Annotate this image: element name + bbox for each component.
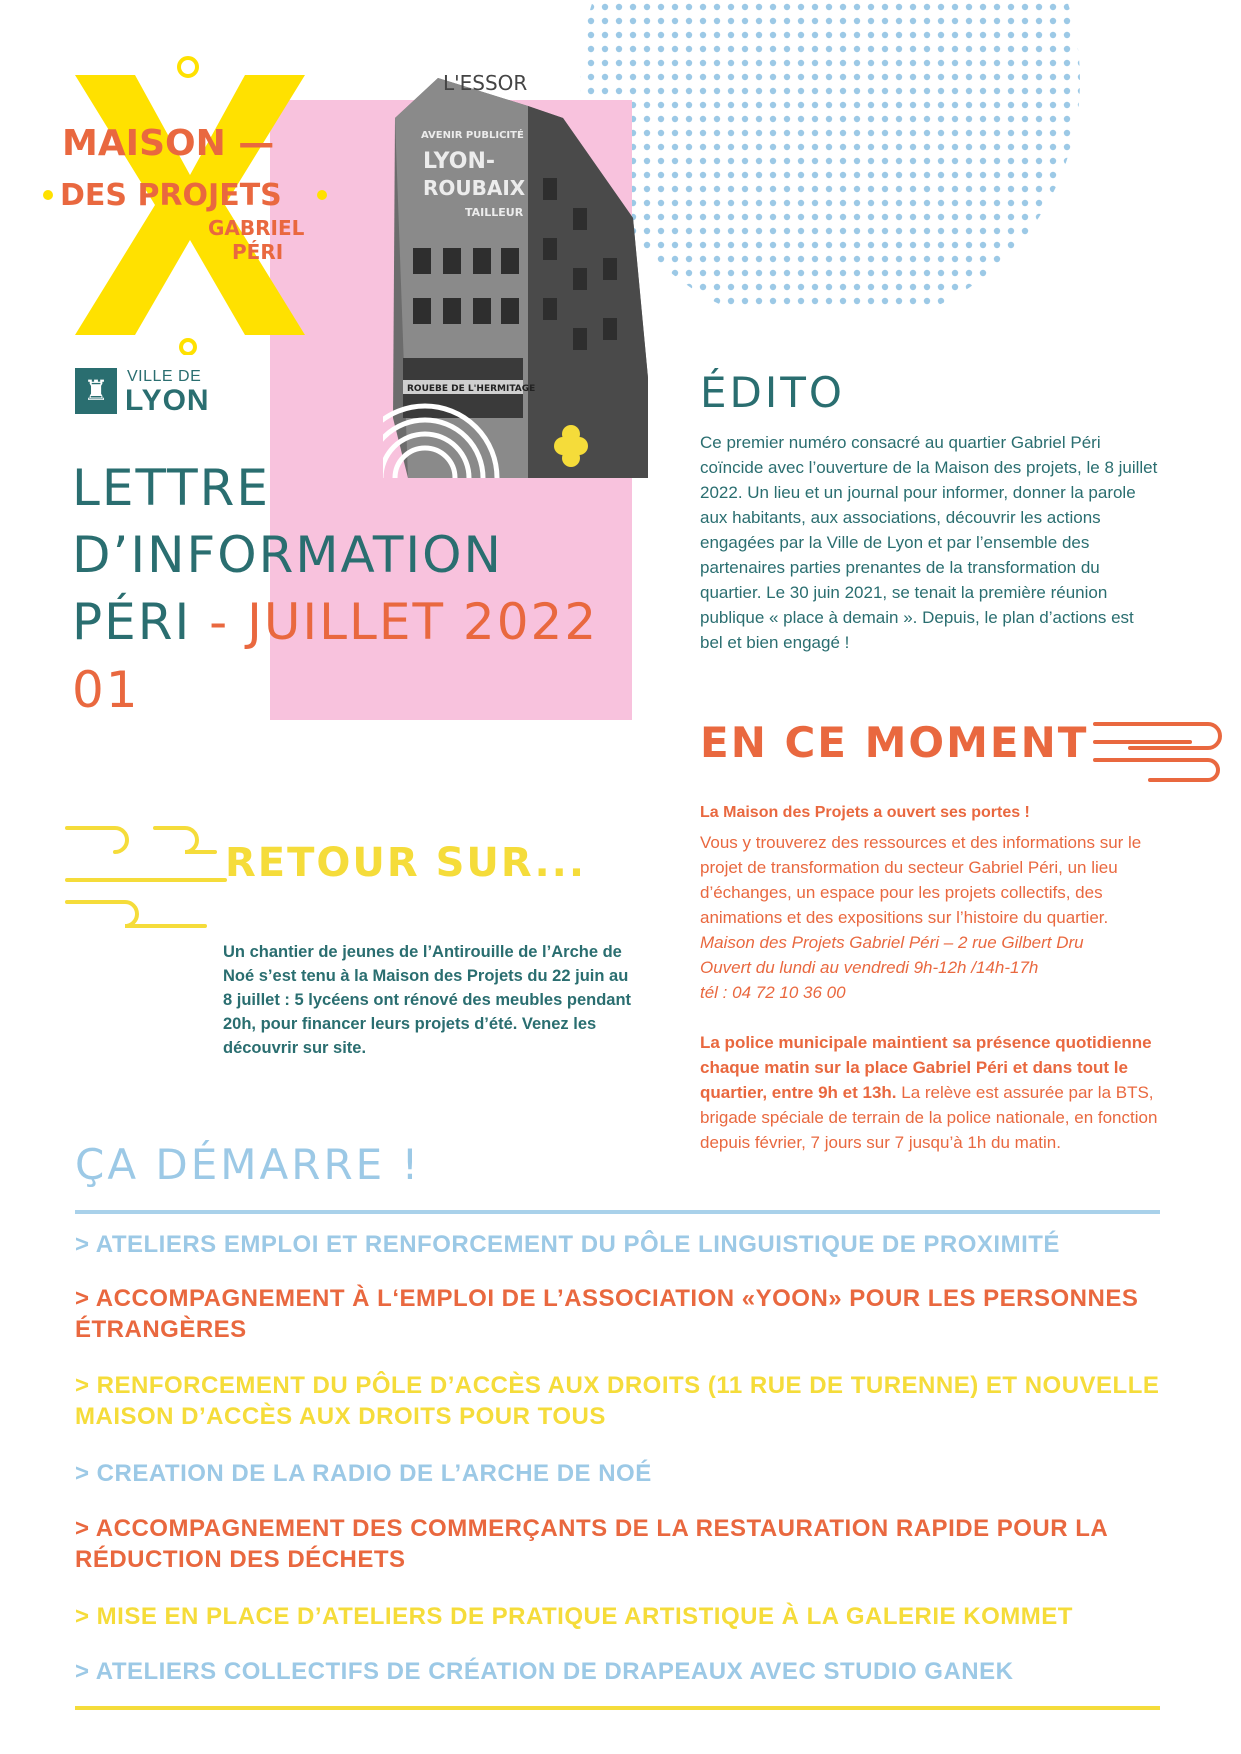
lyon-label: LYON — [125, 384, 210, 417]
bottom-divider — [75, 1706, 1160, 1710]
photo-sign-2: AVENIR PUBLICITÉ — [421, 130, 524, 141]
demarre-item-7: > ATELIERS COLLECTIFS DE CRÉATION DE DRAPEAUX AVEC STUDIO GANEK — [75, 1658, 1014, 1685]
title-line-2: D’INFORMATION — [72, 526, 503, 584]
title-date: - JUILLET 2022 — [209, 593, 599, 651]
moment-item-2 — [700, 1030, 1160, 1155]
moment-item-1-address — [700, 930, 1160, 1005]
moment-item-1-body: Vous y trouverez des ressources et des informations sur le projet de transformation du secteur Gabriel Péri, un lieu d’échanges, un espace pour les projets collectifs, des animations et des expositions sur l’histoire du quartier. — [700, 833, 1142, 927]
ville-de-label: VILLE DE — [127, 368, 202, 385]
logo-line-4: PÉRI — [232, 240, 284, 264]
moment-item-2-text: La relève est assurée par la BTS, brigade spéciale de terrain de la police nationale, en fonction depuis février, 7 jours sur 7 jusqu’à 1h du matin. — [700, 1083, 1158, 1152]
moment-item-1-heading: La Maison des Projets a ouvert ses portes ! — [700, 804, 1030, 821]
photo-sign-1: L'ESSOR — [443, 71, 528, 95]
opening-hours: Ouvert du lundi au vendredi 9h-12h /14h-17h — [700, 958, 1039, 977]
logo-line-1: MAISON — — [62, 123, 275, 164]
section-divider — [75, 1210, 1160, 1214]
photo-sign-6: ROUEBE DE L'HERMITAGE — [407, 384, 536, 394]
demarre-item-5: > ACCOMPAGNEMENT DES COMMERÇANTS DE LA RESTAURATION RAPIDE POUR LA RÉDUCTION DES DÉCHETS — [75, 1515, 1108, 1573]
title-line-3 — [72, 592, 598, 652]
ca-demarre-heading: ÇA DÉMARRE ! — [75, 1140, 422, 1189]
address-line: Maison des Projets Gabriel Péri – 2 rue Gilbert Dru — [700, 933, 1084, 952]
swirl-line-decoration — [1090, 704, 1230, 784]
en-ce-moment-heading: EN CE MOMENT — [700, 718, 1089, 767]
photo-sign-4: ROUBAIX — [423, 176, 526, 200]
maison-des-projets-logo — [40, 55, 340, 355]
issue-number: 01 — [72, 661, 140, 719]
lion-icon: ♜ — [75, 368, 117, 414]
retour-sur-heading: RETOUR SUR... — [225, 840, 587, 886]
historic-building-photo — [383, 58, 648, 478]
demarre-item-1: > ATELIERS EMPLOI ET RENFORCEMENT DU PÔLE LINGUISTIQUE DE PROXIMITÉ — [75, 1231, 1060, 1258]
demarre-item-6: > MISE EN PLACE D’ATELIERS DE PRATIQUE ARTISTIQUE À LA GALERIE KOMMET — [75, 1603, 1073, 1630]
ville-de-lyon-logo — [75, 368, 235, 418]
edito-heading: ÉDITO — [700, 368, 845, 417]
demarre-item-4: > CREATION DE LA RADIO DE L’ARCHE DE NOÉ — [75, 1460, 652, 1487]
retour-sur-text: Un chantier de jeunes de l’Antirouille de l’Arche de Noé s’est tenu à la Maison des Projets du 22 juin au 8 juillet : 5 lycéens ont rénové des meubles pendant 20h, pour financer leurs projets d’été. Venez les découvrir sur site. — [223, 943, 632, 1057]
edito-text: Ce premier numéro consacré au quartier Gabriel Péri coïncide avec l’ouverture de la Maison des projets, le 8 juillet 2022. Un lieu et un journal pour informer, donner la parole aux habitants, aux associations, découvrir les actions engagées par la Ville de Lyon et par l’ensemble des partenaires parties prenantes de la transformation du quartier. Le 30 juin 2021, se tenait la première réunion publique « place à demain ». Depuis, le plan d’actions est bel et bien engagé ! — [700, 433, 1158, 652]
photo-sign-5: TAILLEUR — [465, 206, 524, 219]
demarre-item-3: > RENFORCEMENT DU PÔLE D’ACCÈS AUX DROITS (11 RUE DE TURENNE) ET NOUVELLE MAISON D’ACCÈS AUX DROITS POUR TOUS — [75, 1372, 1160, 1430]
title-peri: PÉRI — [72, 593, 192, 651]
logo-line-2: DES PROJETS — [60, 178, 282, 213]
swirl-line-decoration — [65, 820, 235, 940]
logo-line-3: GABRIEL — [208, 216, 305, 240]
demarre-item-2: > ACCOMPAGNEMENT À L‘EMPLOI DE L’ASSOCIATION «YOON» POUR LES PERSONNES ÉTRANGÈRES — [75, 1285, 1139, 1343]
phone-number: tél : 04 72 10 36 00 — [700, 983, 846, 1002]
moment-item-2-bold: La police municipale maintient sa présence quotidienne chaque matin sur la place Gabriel Péri et dans tout le quartier, entre 9h et 13h. — [700, 1033, 1152, 1102]
title-line-1: LETTRE — [72, 459, 270, 517]
photo-sign-3: LYON- — [423, 149, 495, 174]
